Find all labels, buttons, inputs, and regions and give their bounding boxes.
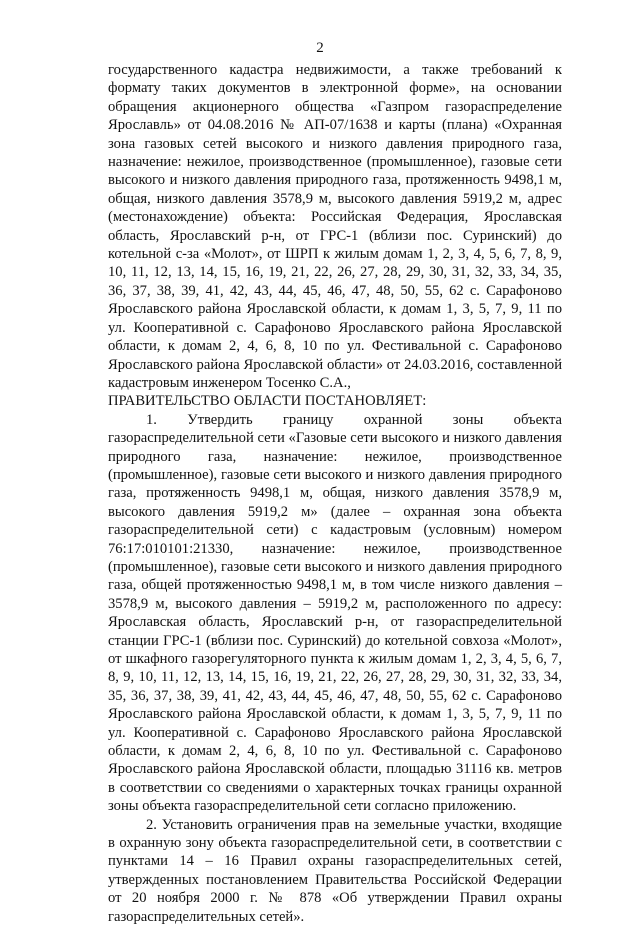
item-2-paragraph: 2. Установить ограничения прав на земельные участки, входящие в охранную зону объекта газораспределительной сети, в соответствии с пунктами 14 – 16 Правил охраны газораспределительных сетей, утвержденных постановлением Правительства Российской Федерации от 20 ноября 2000 г. № 878 «Об утверждении Правил охраны газораспределительных сетей». <box>108 816 562 925</box>
document-body <box>108 61 562 926</box>
page-number: 2 <box>316 40 324 56</box>
resolution-heading: ПРАВИТЕЛЬСТВО ОБЛАСТИ ПОСТАНОВЛЯЕТ: <box>108 393 427 410</box>
intro-paragraph: государственного кадастра недвижимости, а также требований к формату таких документов в электронной форме», на основании обращения акционерного общества «Газпром газораспределение Ярославль» от 04.08.2016 № АП-07/1638 и карты (плана) «Охранная зона газовых сетей высокого и низкого давления природного газа, назначение: нежилое, производственное (промышленное), газовые сети высокого и низкого давления природного газа, протяженность 9498,1 м, общая, низкого давления 3578,9 м, высокого давления 5919,2 м, адрес (местонахождение) объекта: Российская Федерация, Ярославская область, Ярославский р-н, от ГРС-1 (вблизи пос. Суринский) до котельной с-за «Молот», от ШРП к жилым домам 1, 2, 3, 4, 5, 6, 7, 8, 9, 10, 11, 12, 13, 14, 15, 16, 19, 21, 22, 26, 27, 28, 29, 30, 31, 32, 33, 34, 35, 36, 37, 38, 39, 41, 42, 43, 44, 45, 46, 47, 48, 50, 55, 62 с. Сарафоново Ярославского района Ярославской области, к домам 1, 3, 5, 7, 9, 11 по ул. Кооперативной с. Сарафоново Ярославского района Ярославской области, к домам 2, 4, 6, 8, 10 по ул. Фестивальной с. Сарафоново Ярославского района Ярославской области» от 24.03.2016, составленной кадастровым инженером Тосенко С.А., <box>108 62 562 391</box>
item-1-paragraph: 1. Утвердить границу охранной зоны объекта газораспределительной сети «Газовые сети высокого и низкого давления природного газа, назначение: нежилое, производственное (промышленное), газовые сети высокого и низкого давления природного газа, протяженность 9498,1 м, общая, низкого давления 3578,9 м, высокого давления 5919,2 м» (далее – охранная зона объекта газораспределительной сети) с кадастровым (условным) номером 76:17:010101:21330, назначение: нежилое, производственное (промышленное), газовые сети высокого и низкого давления природного газа, общей протяженностью 9498,1 м, в том числе низкого давления – 3578,9 м, высокого давления – 5919,2 м, расположенного по адресу: Ярославская область, Ярославский р-н, от газораспределительной станции ГРС-1 (вблизи пос. Суринский) до котельной совхоза «Молот», от шкафного газорегуляторного пункта к жилым домам 1, 2, 3, 4, 5, 6, 7, 8, 9, 10, 11, 12, 13, 14, 15, 16, 19, 21, 22, 26, 27, 28, 29, 30, 31, 32, 33, 34, 35, 36, 37, 38, 39, 41, 42, 43, 44, 45, 46, 47, 48, 50, 55, 62 с. Сарафоново Ярославского района Ярославской области, к домам 1, 3, 5, 7, 9, 11 по ул. Кооперативной с. Сарафоново Ярославского района Ярославской области, к домам 2, 4, 6, 8, 10 по ул. Фестивальной с. Сарафоново Ярославского района Ярославской области, площадью 31116 кв. метров в соответствии со сведениями о характерных точках границы охранной зоны объекта газораспределительной сети согласно приложению. <box>108 411 562 815</box>
